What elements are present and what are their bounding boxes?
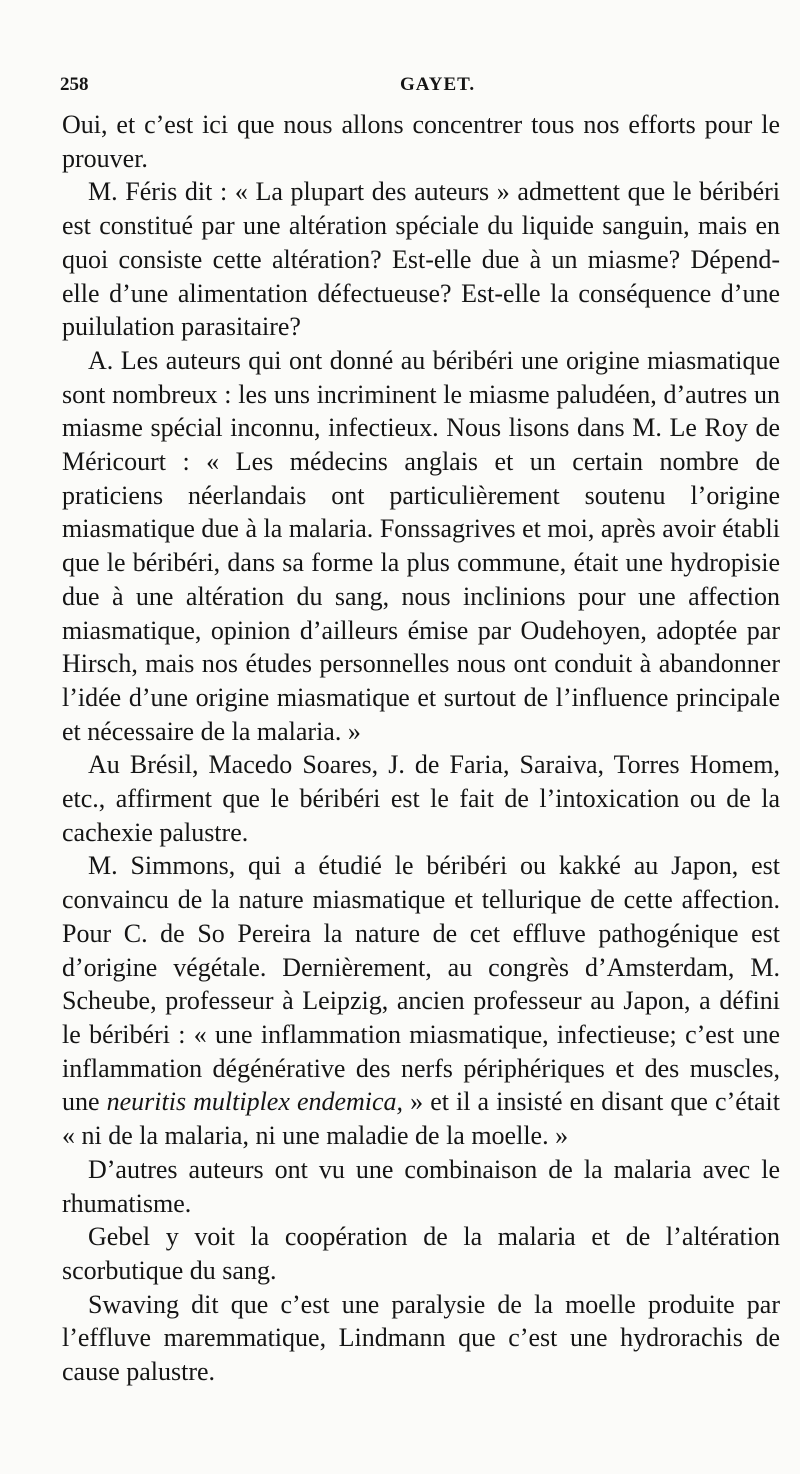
running-head <box>60 74 760 102</box>
paragraph-1: Oui, et c’est ici que nous allons concentrer tous nos efforts pour le prouver. <box>62 110 780 173</box>
paragraph-5 <box>62 849 780 1152</box>
paragraph-4: Au Brésil, Macedo Soares, J. de Faria, Saraiva, Torres Homem, etc., affirment que le béribéri est le fait de l’intoxication ou de la cachexie palustre. <box>62 750 780 847</box>
paragraph-3: A. Les auteurs qui ont donné au béribéri une origine miasmatique sont nombreux : les uns incriminent le miasme paludéen, d’autres un miasme spécial inconnu, infectieux. Nous lisons dans M. Le Roy de Méricourt : « Les médecins anglais et un certain nombre de praticiens néerlandais ont particulièrement soutenu l’origine miasmatique due à la malaria. Fonssagrives et moi, après avoir établi que le béribéri, dans sa forme la plus commune, était une hydropisie due à une altération du sang, nous inclinions pour une affection miasmatique, opinion d’ailleurs émise par Oudehoyen, adoptée par Hirsch, mais nos études personnelles nous ont conduit à abandonner l’idée d’une origine miasmatique et surtout de l’influence principale et nécessaire de la malaria. » <box>62 345 780 746</box>
paragraph-2: M. Féris dit : « La plupart des auteurs » admettent que le béribéri est constitué par une altération spéciale du liquide sanguin, mais en quoi consiste cette altération? Est-elle due à un miasme? Dépend-elle d’une alimentation défectueuse? Est-elle la conséquence d’une puilulation parasitaire? <box>62 177 780 342</box>
paragraph-6: D’autres auteurs ont vu une combinaison de la malaria avec le rhumatisme. <box>62 1154 780 1218</box>
running-title: GAYET. <box>400 74 476 95</box>
paragraph-5-text-after: » et il a insisté en disant que c’était « ni de la malaria, ni une maladie de la moelle. » <box>62 1087 780 1151</box>
italic-term: neuritis multiplex endemica, <box>106 1087 404 1117</box>
page-number: 258 <box>60 74 89 95</box>
paragraph-8: Swaving dit que c’est une paralysie de la moelle produite par l’effluve maremmatique, Lindmann que c’est une hydrorachis de cause palustre. <box>62 1289 780 1387</box>
paragraph-5-text-before: M. Simmons, qui a étudié le béribéri ou kakké au Japon, est convaincu de la nature miasmatique et tellurique de cette affection. Pour C. de So Pereira la nature de cet effluve pathogénique est d’origine végétale. Dernièrement, au congrès d’Amsterdam, M. Scheube, professeur à Leipzig, ancien professeur au Japon, a défini le béribéri : « une inflammation miasmatique, infectieuse; c’est une inflammation dégénérative des nerfs périphériques et des muscles, une <box>62 851 780 1117</box>
paragraph-7: Gebel y voit la coopération de la malaria et de l’altération scorbutique du sang. <box>62 1222 780 1285</box>
body-text <box>62 108 780 1389</box>
